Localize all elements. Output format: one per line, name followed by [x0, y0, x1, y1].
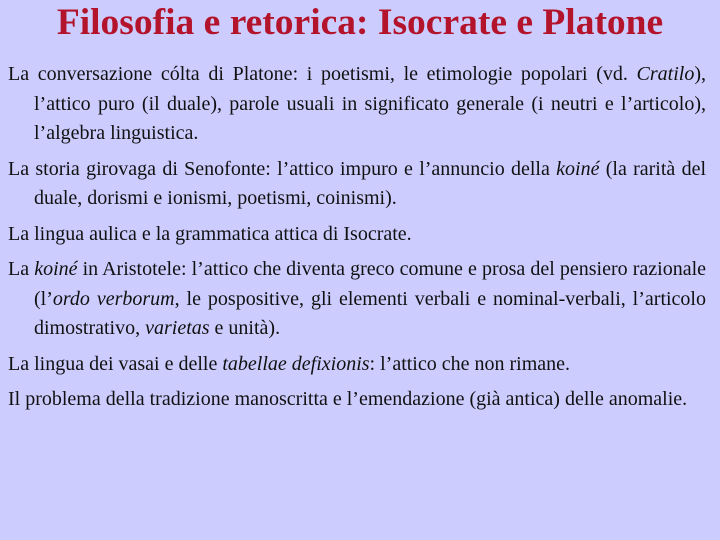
text-run: La conversazione cólta di Platone: i poetismi, le etimologie popolari (vd.: [8, 63, 637, 85]
italic-text-run: varietas: [145, 317, 210, 339]
paragraph-isocrate: [8, 220, 706, 250]
text-run: Il problema della tradizione manoscritta e l’emendazione (già antica) delle anomalie.: [8, 388, 688, 410]
text-run: in Aristotele: l’attico che diventa greco comune e prosa del pensiero razionale (l’: [34, 258, 707, 310]
italic-text-run: koiné: [556, 157, 600, 180]
italic-text-run: Cratilo: [636, 63, 695, 85]
paragraph-vasai: [8, 350, 706, 380]
slide-title: Filosofia e retorica: Isocrate e Platone: [56, 2, 664, 43]
paragraph-senofonte: [8, 155, 706, 214]
text-run: La storia girovaga di Senofonte: l’attico impuro e l’annuncio della: [8, 157, 557, 180]
text-run: (la rarità del duale, dorismi e ionismi, poetismi, coinismi).: [34, 157, 707, 209]
paragraph-platone: [8, 60, 706, 149]
paragraph-aristotele: [8, 255, 706, 344]
text-run: La: [8, 258, 35, 280]
paragraph-tradizione: [8, 385, 706, 415]
italic-text-run: koiné: [34, 258, 78, 280]
italic-text-run: tabellae defixionis: [222, 352, 370, 375]
italic-text-run: ordo verborum: [52, 287, 175, 310]
text-run: ), l’attico puro (il duale), parole usuali in significato generale (i neutri e l’articolo), l’algebra linguistica.: [34, 63, 706, 144]
text-run: La lingua dei vasai e delle: [8, 352, 223, 375]
text-run: e unità).: [209, 317, 281, 339]
slide-body: [8, 60, 706, 421]
text-run: La lingua aulica e la grammatica attica di Isocrate.: [8, 222, 412, 245]
text-run: : l’attico che non rimane.: [369, 352, 571, 375]
text-run: , le pospositive, gli elementi verbali e nominal-verbali, l’articolo dimostrativo,: [34, 287, 706, 339]
